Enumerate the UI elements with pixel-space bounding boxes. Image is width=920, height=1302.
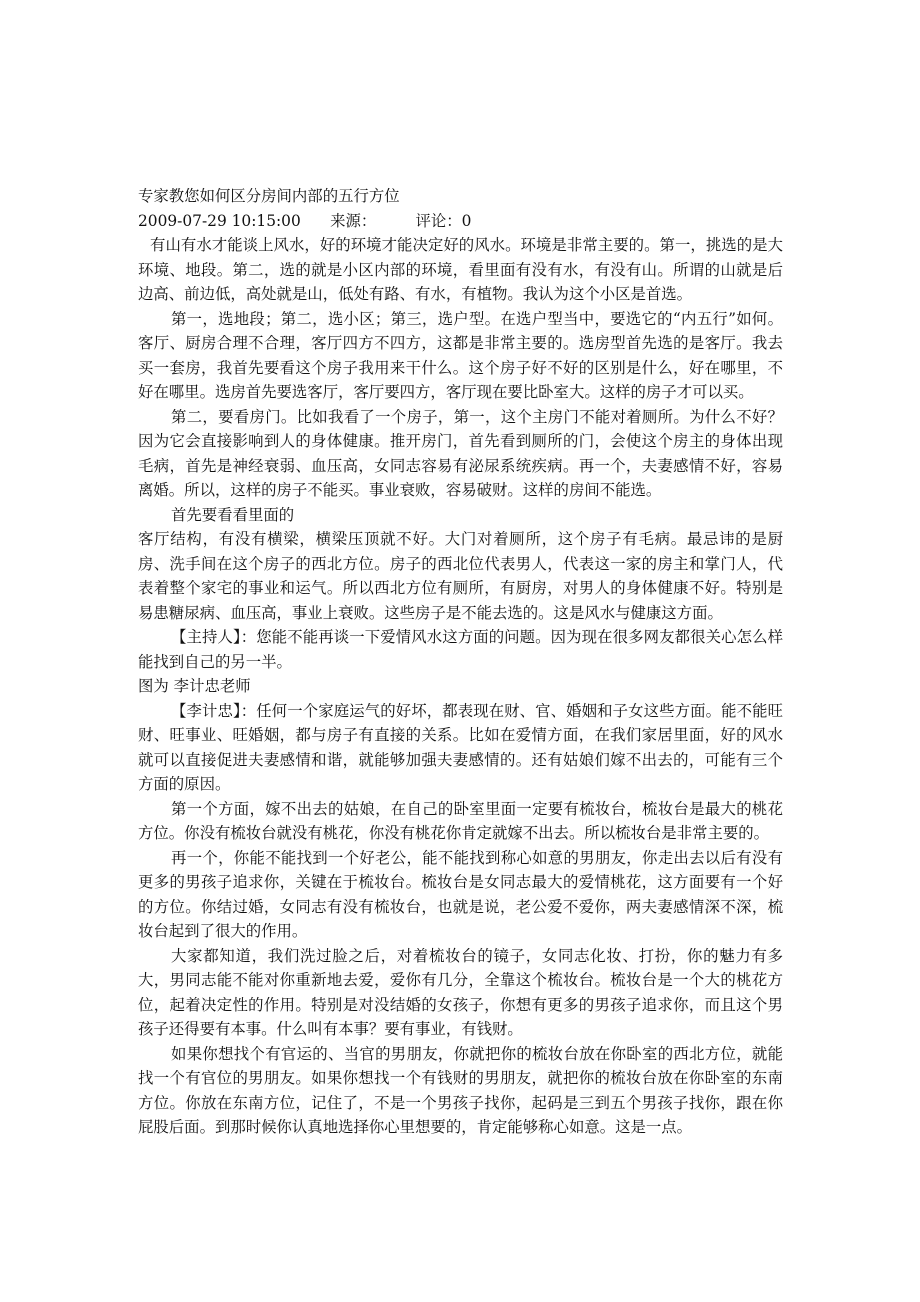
publish-datetime: 2009-07-29 10:15:00 (138, 211, 301, 230)
comment-label: 评论： (415, 211, 462, 230)
article (138, 184, 783, 1140)
paragraph: 再一个，你能不能找到一个好老公，能不能找到称心如意的男朋友，你走出去以后有没有更多的男孩子追求你，关键在于梳妆台。梳妆台是女同志最大的爱情桃花，这方面要有一个好的方位。你结过婚，女同志有没有梳妆台，也就是说，老公爱不爱你，两夫妻感情深不深，梳妆台起到了很大的作用。 (138, 848, 783, 940)
article-meta (138, 209, 783, 234)
paragraph: 客厅结构，有没有横梁，横梁压顶就不好。大门对着厕所，这个房子有毛病。最忌讳的是厨房、洗手间在这个房子的西北方位。房子的西北位代表男人，代表这一家的房主和掌门人，代表着整个家宅的事业和运气。所以西北方位有厕所，有厨房，对男人的身体健康不好。特别是易患糖尿病、血压高，事业上衰败。这些房子是不能去选的。这是风水与健康这方面。 (138, 530, 783, 622)
paragraph: 第一个方面，嫁不出去的姑娘，在自己的卧室里面一定要有梳妆台，梳妆台是最大的桃花方位。你没有梳妆台就没有桃花，你没有桃花你肯定就嫁不出去。所以梳妆台是非常主要的。 (138, 799, 783, 842)
host-question: 【主持人】：您能不能再谈一下爱情风水这方面的问题。因为现在很多网友都很关心怎么样能找到自己的另一半。 (138, 628, 783, 671)
article-title: 专家教您如何区分房间内部的五行方位 (138, 187, 400, 205)
paragraph: 第一，选地段；第二，选小区；第三，选户型。在选户型当中，要选它的“内五行”如何。客厅、厨房合理不合理，客厅四方不四方，这都是非常主要的。选房型首先选的是客厅。我去买一套房，我首先要看这个房子我用来干什么。这个房子好不好的区别是什么，好在哪里，不好在哪里。选房首先要选客厅，客厅要四方，客厅现在要比卧室大。这样的房子才可以买。 (138, 309, 783, 401)
paragraph: 第二，要看房门。比如我看了一个房子，第一，这个主房门不能对着厕所。为什么不好？因为它会直接影响到人的身体健康。推开房门，首先看到厕所的门，会使这个房主的身体出现毛病，首先是神经衰弱、血压高，女同志容易有泌尿系统疾病。再一个，夫妻感情不好，容易离婚。所以，这样的房子不能买。事业衰败，容易破财。这样的房间不能选。 (138, 407, 783, 499)
comment-count: 0 (461, 211, 472, 230)
paragraph: 首先要看看里面的 (171, 505, 295, 524)
paragraph: 大家都知道，我们洗过脸之后，对着梳妆台的镜子，女同志化妆、打扮，你的魅力有多大，男同志能不能对你重新地去爱，爱你有几分，全靠这个梳妆台。梳妆台是一个大的桃花方位，起着决定性的作用。特别是对没结婚的女孩子，你想有更多的男孩子追求你，而且这个男孩子还得要有本事。什么叫有本事？要有事业，有钱财。 (138, 946, 783, 1038)
source-label: 来源： (330, 211, 377, 230)
expert-answer: 【李计忠】：任何一个家庭运气的好坏，都表现在财、官、婚姻和子女这些方面。能不能旺财、旺事业、旺婚姻，都与房子有直接的关系。比如在爱情方面，在我们家居里面，好的风水就可以直接促进夫妻感情和谐，就能够加强夫妻感情的。还有姑娘们嫁不出去的，可能有三个方面的原因。 (138, 701, 783, 793)
paragraph-intro: 有山有水才能谈上风水，好的环境才能决定好的风水。环境是非常主要的。第一，挑选的是大环境、地段。第二，选的就是小区内部的环境，看里面有没有水，有没有山。所谓的山就是后边高、前边低，高处就是山，低处有路、有水，有植物。我认为这个小区是首选。 (138, 236, 783, 303)
paragraph: 如果你想找个有官运的、当官的男朋友，你就把你的梳妆台放在你卧室的西北方位，就能找一个有官位的男朋友。如果你想找一个有钱财的男朋友，就把你的梳妆台放在你卧室的东南方位。你放在东南方位，记住了，不是一个男孩子找你，起码是三到五个男孩子找你，跟在你屁股后面。到那时候你认真地选择你心里想要的，肯定能够称心如意。这是一点。 (138, 1044, 783, 1136)
image-caption: 图为 李计忠老师 (138, 677, 251, 695)
